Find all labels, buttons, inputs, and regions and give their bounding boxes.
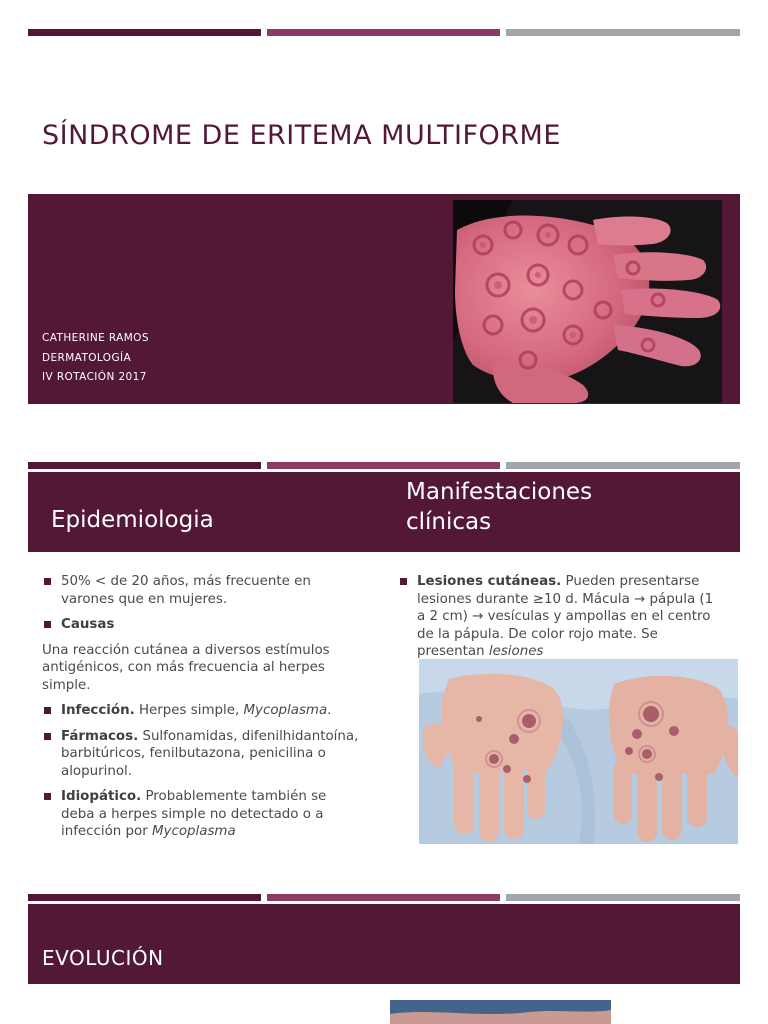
manifestaciones-content xyxy=(398,573,718,663)
evolucion-banner xyxy=(28,904,740,984)
page-title: SÍNDROME DE ERITEMA MULTIFORME xyxy=(42,120,561,151)
epidemiologia-heading: Epidemiologia xyxy=(51,507,214,533)
list-item: Lesiones cutáneas. Pueden presentarse lesiones durante ≥10 d. Mácula → pápula (1 a 2 cm) → vesículas y ampollas en el centro de la pápula. De color rojo mate. Se presentan lesiones xyxy=(398,573,718,661)
decor-stripe-1 xyxy=(28,29,740,36)
department: DERMATOLOGÍA xyxy=(42,351,132,364)
section-header-bar xyxy=(28,472,740,552)
list-item: Fármacos. Sulfonamidas, difenilhidantoína, barbitúricos, fenilbutazona, penicilina o alopurinol. xyxy=(42,728,362,781)
evolucion-heading: EVOLUCIÓN xyxy=(42,946,164,970)
bullet-list xyxy=(42,702,362,841)
rotation: IV ROTACIÓN 2017 xyxy=(42,371,147,383)
causas-paragraph: Una reacción cutánea a diversos estímulos antigénicos, con más frecuencia al herpes simple. xyxy=(42,642,330,693)
hand-palm-illustration xyxy=(453,200,722,403)
manifestaciones-heading: Manifestaciones clínicas xyxy=(406,479,593,535)
author-block xyxy=(42,329,149,388)
list-item: Infección. Herpes simple, Mycoplasma. xyxy=(42,702,362,720)
decor-stripe-2 xyxy=(28,462,740,469)
decor-stripe-3 xyxy=(28,894,740,901)
two-palms-illustration xyxy=(419,659,738,844)
epidemiologia-content xyxy=(42,573,362,849)
hand-palm-photo xyxy=(453,200,722,403)
author-name: CATHERINE RAMOS xyxy=(42,332,149,344)
list-item: Causas xyxy=(42,616,362,634)
list-item: 50% < de 20 años, más frecuente en varones que en mujeres. xyxy=(42,573,362,608)
bullet-list xyxy=(42,573,362,634)
bullet-list xyxy=(398,573,718,661)
list-item: Idiopático. Probablemente también se deba a herpes simple no detectado o a infección por Mycoplasma xyxy=(42,788,362,841)
two-palms-photo xyxy=(419,659,738,844)
evolucion-photo xyxy=(390,1000,611,1024)
evolucion-photo-fragment xyxy=(390,1000,611,1024)
